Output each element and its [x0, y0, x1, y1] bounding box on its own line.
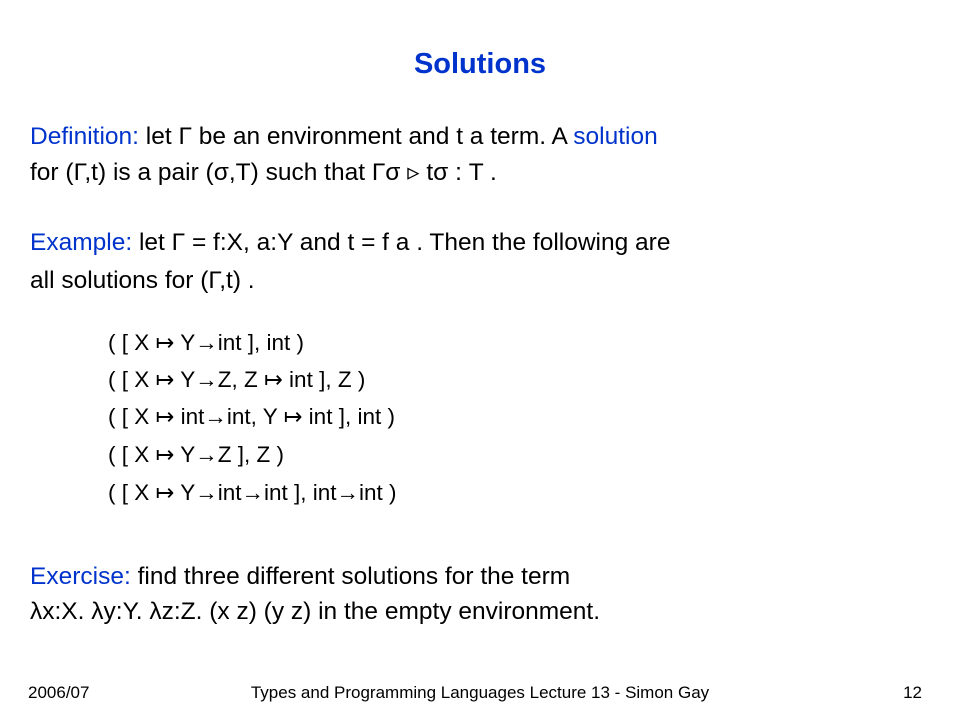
example-line-2	[30, 263, 255, 299]
gamma-symbol: Γ	[171, 229, 186, 256]
definition-text-1a: let	[138, 123, 179, 150]
definition-text-2a: for (	[30, 159, 74, 186]
exercise-text-1: find three different solutions for the term	[130, 563, 571, 590]
example-text-2a: all solutions for (	[30, 267, 209, 294]
exercise-line-1	[30, 559, 570, 595]
definition-text-2b: ,t) is a pair (	[84, 159, 214, 186]
definition-text-2e: .	[483, 159, 497, 186]
slide-title: Solutions	[413, 48, 547, 80]
solution-item: ( [ X ↦ Y→Z, Z ↦ int ], Z )	[108, 367, 366, 392]
definition-text-2c: σ,T) such that	[213, 159, 372, 186]
example-text-2b: ,t) .	[219, 267, 255, 294]
definition-label: Definition:	[30, 123, 139, 150]
gamma-symbol: Γ	[208, 267, 220, 294]
gamma-symbol: Γ	[73, 159, 85, 186]
example-text-1b: = f:X, a:Y and t = f a . Then the following are	[185, 229, 671, 256]
footer-year: 2006/07	[28, 683, 90, 702]
typing-judgement: Γσ ▹ tσ : T	[371, 159, 484, 186]
gamma-symbol: Γ	[178, 123, 192, 150]
example-text-1a: let	[132, 229, 172, 256]
exercise-label: Exercise:	[30, 563, 131, 590]
definition-text-1b: be an environment and t a term. A	[191, 123, 574, 150]
definition-line-1	[30, 119, 658, 155]
exercise-line-2: λx:X. λy:Y. λz:Z. (x z) (y z) in the empty environment.	[30, 598, 601, 625]
footer-page-number: 12	[903, 683, 922, 702]
footer-course: Types and Programming Languages Lecture 13 - Simon Gay	[250, 683, 710, 702]
solution-item: ( [ X ↦ int→int, Y ↦ int ], int )	[108, 404, 395, 429]
example-line-1	[30, 225, 670, 261]
solution-item: ( [ X ↦ Y→Z ], Z )	[108, 442, 284, 467]
solution-word: solution	[573, 123, 658, 150]
definition-line-2	[30, 155, 497, 191]
solution-item: ( [ X ↦ Y→int ], int )	[108, 330, 304, 355]
solution-item: ( [ X ↦ Y→int→int ], int→int )	[108, 480, 397, 505]
example-label: Example:	[30, 229, 133, 256]
